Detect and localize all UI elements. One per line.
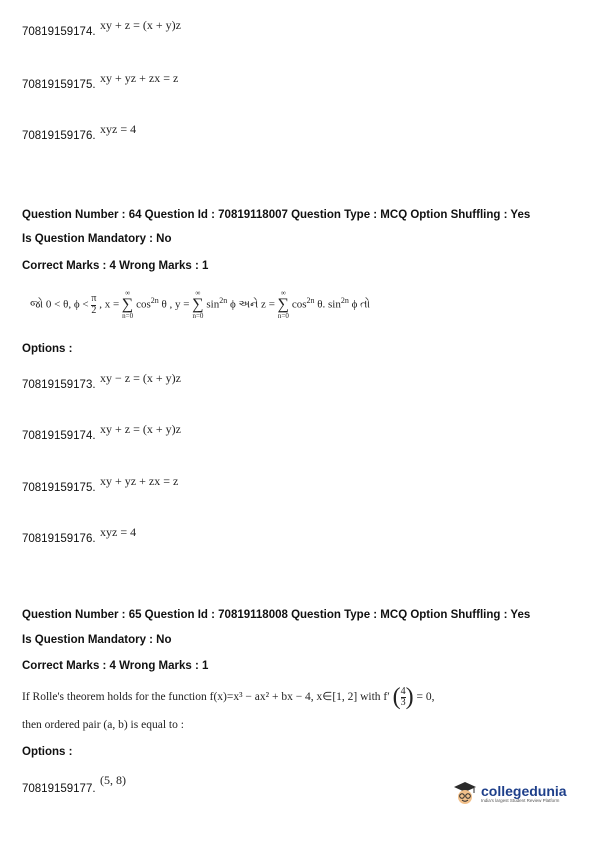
option-id: 70819159174. xyxy=(22,430,96,442)
option-expression: xy − z = (x + y)z xyxy=(100,371,181,385)
question-65-header: Question Number : 65 Question Id : 70819118008 Question Type : MCQ Option Shuffling : Yes xyxy=(22,609,531,621)
option-id: 70819159175. xyxy=(22,79,96,91)
frac-numerator: π xyxy=(91,293,97,304)
option-expression: xy + z = (x + y)z xyxy=(100,18,181,32)
option-expression: xy + z = (x + y)z xyxy=(100,422,181,436)
exponent: 2n xyxy=(219,295,228,305)
sum-upper-limit: ∞ xyxy=(280,289,286,297)
question-64-header: Question Number : 64 Question Id : 70819118007 Question Type : MCQ Option Shuffling : Yes xyxy=(22,209,531,221)
logo-wordmark: collegedunia xyxy=(481,782,567,799)
stem-text: sin xyxy=(206,298,220,311)
stem-text: θ. sin xyxy=(317,298,341,311)
stem-text: = 0, xyxy=(416,691,435,704)
sum-operator xyxy=(278,290,289,320)
mascot-icon xyxy=(452,780,478,806)
options-label: Options : xyxy=(22,746,73,758)
option-row[interactable] xyxy=(22,773,127,797)
sigma-symbol: ∑ xyxy=(121,296,134,313)
frac-denominator: 3 xyxy=(400,697,406,708)
question-64-marks: Correct Marks : 4 Wrong Marks : 1 xyxy=(22,260,209,272)
option-expression: xy + yz + zx = z xyxy=(100,474,179,488)
sum-lower-limit: n=0 xyxy=(277,312,289,320)
frac-numerator: 4 xyxy=(400,685,406,697)
prev-option-3 xyxy=(22,122,137,144)
sum-upper-limit: ∞ xyxy=(125,289,131,297)
option-id: 70819159177. xyxy=(22,783,96,795)
question-65-marks: Correct Marks : 4 Wrong Marks : 1 xyxy=(22,660,209,672)
option-expression: xyz = 4 xyxy=(100,122,137,136)
prev-option-1 xyxy=(22,18,181,40)
collegedunia-logo xyxy=(452,780,567,806)
prev-option-2 xyxy=(22,71,179,93)
exponent: 2n xyxy=(340,295,349,305)
option-expression: xyz = 4 xyxy=(100,525,137,539)
option-id: 70819159176. xyxy=(22,130,96,142)
sum-upper-limit: ∞ xyxy=(195,289,201,297)
stem-text: θ , y = xyxy=(161,298,190,311)
stem-text: , x = xyxy=(99,298,120,311)
question-64-stem xyxy=(30,290,370,320)
option-row[interactable] xyxy=(22,525,137,547)
sum-lower-limit: n=0 xyxy=(192,312,204,320)
stem-text: ϕ તો xyxy=(351,298,371,311)
option-id: 70819159173. xyxy=(22,379,96,391)
option-row[interactable] xyxy=(22,371,181,393)
sigma-symbol: ∑ xyxy=(277,296,290,313)
sum-operator xyxy=(192,290,203,320)
question-65-stem-line-2: then ordered pair (a, b) is equal to : xyxy=(22,719,184,731)
pi-over-two xyxy=(91,294,96,316)
logo-tagline: India's largest Student Review Platform xyxy=(481,797,560,803)
stem-text: cos xyxy=(291,298,307,311)
question-65-stem-line-1: If Rolle's theorem holds for the function f(x)=x³ − ax² + bx − 4, x∈[1, 2] with f′ ( $\frac{4}{3}$ ) = 0, xyxy=(22,684,435,710)
option-row[interactable] xyxy=(22,474,179,496)
exponent: 2n xyxy=(306,295,315,305)
exponent: 2n xyxy=(150,295,159,305)
stem-text: જો 0 < θ, ϕ < xyxy=(30,298,89,311)
stem-text: cos xyxy=(136,298,151,311)
sigma-symbol: ∑ xyxy=(192,296,204,313)
stem-text: If Rolle's theorem holds for the function f(x)=x³ − ax² + bx − 4, x∈[1, 2] with f′ xyxy=(22,691,390,704)
option-id: 70819159176. xyxy=(22,533,96,545)
question-64-mandatory: Is Question Mandatory : No xyxy=(22,233,172,245)
stem-text: ϕ અને z = xyxy=(229,298,275,311)
option-expression: (5, 8) xyxy=(100,773,127,787)
option-row[interactable] xyxy=(22,422,181,444)
option-expression: xy + yz + zx = z xyxy=(100,71,179,85)
options-label: Options : xyxy=(22,343,73,355)
sum-operator xyxy=(122,290,133,320)
frac-denominator: 2 xyxy=(91,304,97,316)
question-65-mandatory: Is Question Mandatory : No xyxy=(22,634,172,646)
option-id: 70819159175. xyxy=(22,482,96,494)
sum-lower-limit: n=0 xyxy=(122,312,134,320)
option-id: 70819159174. xyxy=(22,26,96,38)
